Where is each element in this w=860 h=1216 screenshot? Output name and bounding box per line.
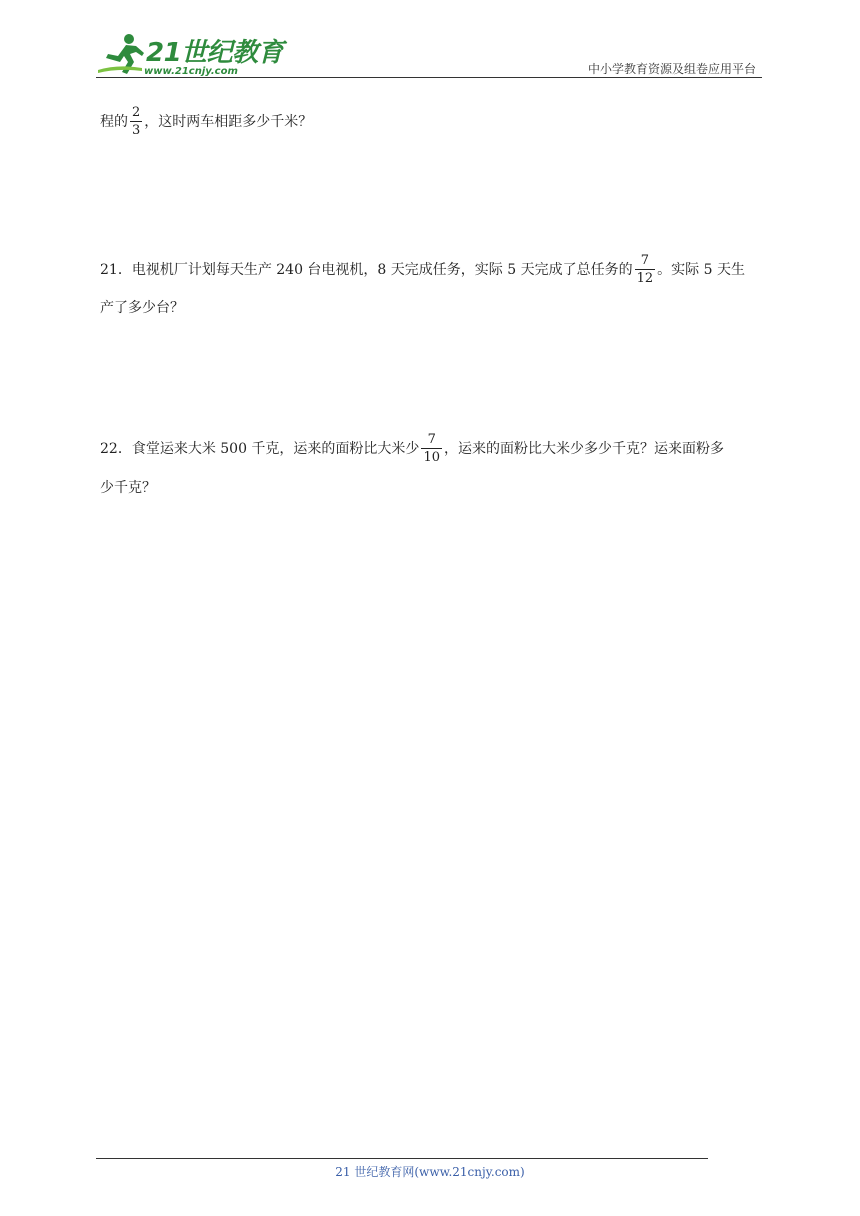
footer-divider <box>96 1158 708 1159</box>
fraction-seven-tenths <box>421 432 442 465</box>
question-21-line-2 <box>100 298 184 318</box>
fraction-denominator: 3 <box>132 123 141 138</box>
fraction-seven-twelfths <box>635 253 656 286</box>
header-divider <box>96 77 762 78</box>
continuation-prefix: 程的 <box>100 113 128 130</box>
question-21-text-suffix: 。实际 5 天生 <box>657 261 745 278</box>
question-21-text: 21．电视机厂计划每天生产 240 台电视机，8 天完成任务，实际 5 天完成了总任务的 <box>100 261 633 278</box>
question-22-text-end: 少千克？ <box>100 480 156 496</box>
fraction-numerator: 7 <box>427 432 436 447</box>
question-20-continuation <box>100 105 312 138</box>
question-22-line-1 <box>100 432 724 465</box>
continuation-suffix: ，这时两车相距多少千米？ <box>144 113 313 130</box>
fraction-denominator: 10 <box>423 450 440 465</box>
footer-link[interactable]: 21 世纪教育网(www.21cnjy.com) <box>335 1165 525 1179</box>
fraction-numerator: 2 <box>132 105 141 120</box>
fraction-denominator: 12 <box>636 271 654 286</box>
question-22-line-2 <box>100 478 156 498</box>
logo-text: 21世纪教育 <box>146 38 284 68</box>
fraction-two-thirds <box>130 105 142 138</box>
logo-url: www.21cnjy.com <box>144 66 238 77</box>
fraction-numerator: 7 <box>640 253 650 268</box>
question-22-text-suffix: ，运来的面粉比大米少多少千克？运来面粉多 <box>443 440 724 457</box>
page-header <box>96 30 760 78</box>
question-22-text: 22．食堂运来大米 500 千克，运来的面粉比大米少 <box>100 440 420 457</box>
question-21-text-end: 产了多少台？ <box>100 300 184 316</box>
question-21-line-1 <box>100 253 745 286</box>
runner-icon <box>96 30 148 78</box>
header-platform-text: 中小学教育资源及组卷应用平台 <box>587 62 756 76</box>
site-logo <box>96 30 284 78</box>
